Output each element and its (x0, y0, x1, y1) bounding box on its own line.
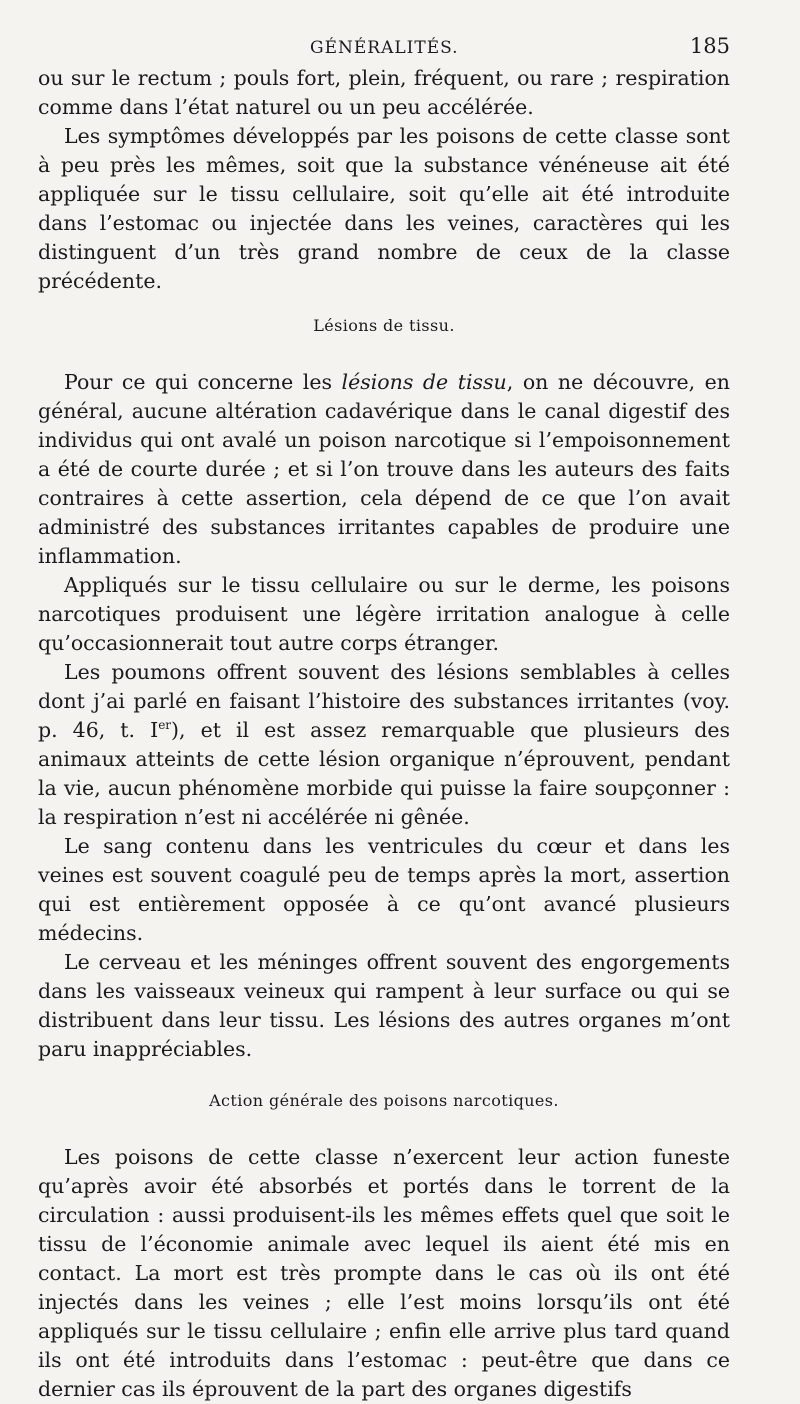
paragraph-cellular-tissue: Appliqués sur le tissu cellulaire ou sur le derme, les poisons narcotiques produisent une légère irritation analogue à celle qu’occasionnerait tout autre corps étranger. (38, 573, 730, 655)
italic-term: lésions de tissu (341, 370, 507, 394)
paragraph-continuation: ou sur le rectum ; pouls fort, plein, fréquent, ou rare ; respiration comme dans l’état naturel ou un peu accélérée. (38, 66, 730, 119)
page-header (38, 34, 730, 64)
paragraph-symptoms: Les symptômes développés par les poisons de cette classe sont à peu près les mêmes, soit que la substance vénéneuse ait été appliquée sur le tissu cellulaire, soit qu’elle ait été introduite dans l’estomac ou injectée dans les veines, caractères qui les distinguent d’un très grand nombre de ceux de la classe précédente. (38, 124, 730, 293)
paragraph-blood: Le sang contenu dans les ventricules du cœur et dans les veines est souvent coagulé peu de temps après la mort, assertion qui est entièrement opposée à ce qu’ont avancé plusieurs médecins. (38, 834, 730, 945)
body-text (38, 64, 730, 1404)
paragraph-brain: Le cerveau et les méninges offrent souvent des engorgements dans les vaisseaux veineux qui rampent à leur surface ou qui se distribuent dans leur tissu. Les lésions des autres organes m’ont paru inappréciables. (38, 950, 730, 1061)
superscript: er (158, 718, 172, 733)
page-number: 185 (689, 34, 730, 58)
running-title: GÉNÉRALITÉS. (310, 38, 459, 58)
paragraph-general-action: Les poisons de cette classe n’exercent leur action funeste qu’après avoir été absorbés et portés dans le torrent de la circulation : aussi produisent-ils les mêmes effets quel que soit le tissu de l’économie animale avec lequel ils aient été mis en contact. La mort est très prompte dans le cas où ils ont été injectés dans les veines ; elle l’est moins lorsqu’ils ont été appliqués sur le tissu cellulaire ; enfin elle arrive plus tard quand ils ont été introduits dans l’estomac : peut-être que dans ce dernier cas ils éprouvent de la part des organes digestifs (38, 1145, 730, 1401)
section-heading-lesions: Lésions de tissu. (313, 316, 455, 335)
paragraph-tissue-lesions (38, 368, 730, 571)
text-run: , on ne découvre, en général, aucune altération cadavérique dans le canal digestif des individus qui ont avalé un poison narcotique si l’empoisonnement a été de courte durée ; et si l’on trouve dans les auteurs des faits contraires à cette assertion, cela dépend de ce que l’on avait administré des substances irritantes capables de produire une inflammation. (38, 370, 731, 568)
text-run: Pour ce qui concerne les (64, 370, 342, 394)
section-heading-action: Action générale des poisons narcotiques. (209, 1091, 559, 1110)
paragraph-lungs (38, 658, 730, 832)
text-run: ), et il est assez remarquable que plusieurs des animaux atteints de cette lésion organique n’éprouvent, pendant la vie, aucun phénomène morbide qui puisse la faire soupçonner : la respiration n’est ni accélérée ni gênée. (38, 718, 730, 829)
text-run: Les poumons offrent souvent des lésions semblables à celles dont j’ai parlé en faisant l’histoire des substances irritantes (voy. p. 46, t. I (38, 660, 730, 742)
